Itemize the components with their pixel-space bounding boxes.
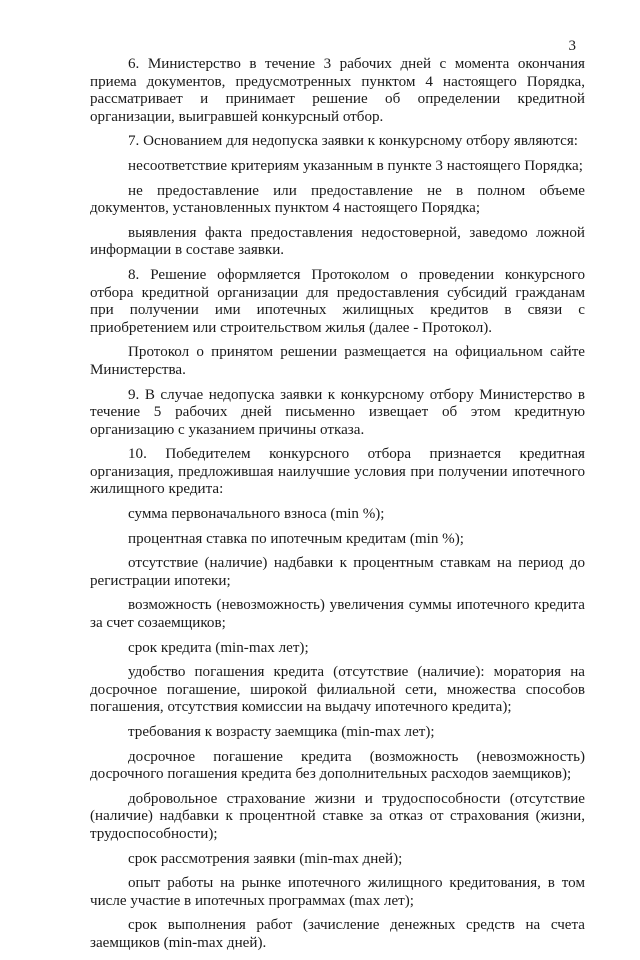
paragraph: Протокол о принятом решении размещается на официальном сайте Министерства. — [90, 344, 585, 378]
list-item: отсутствие (наличие) надбавки к процентным ставкам на период до регистрации ипотеки; — [90, 555, 585, 589]
list-item: удобство погашения кредита (отсутствие (наличие): моратория на досрочное погашение, широкой филиальной сети, множества способов погашения, отсутствия комиссии на выдачу ипотечного кредита); — [90, 664, 585, 716]
document-body — [90, 56, 585, 960]
list-item: добровольное страхование жизни и трудоспособности (отсутствие (наличие) надбавки к процентной ставке за отказ от страхования (жизни, трудоспособности); — [90, 790, 585, 842]
list-item: процентная ставка по ипотечным кредитам (min %); — [128, 530, 464, 547]
list-item: опыт работы на рынке ипотечного жилищного кредитования, в том числе участие в ипотечных программах (max лет); — [90, 875, 585, 909]
list-item: сумма первоначального взноса (min %); — [128, 506, 385, 523]
list-item: срок кредита (min-max лет); — [128, 639, 309, 656]
page-number: 3 — [568, 38, 576, 54]
list-item: досрочное погашение кредита (возможность (невозможность) досрочного погашения кредита без дополнительных расходов заемщиков); — [90, 748, 585, 783]
paragraph: выявления факта предоставления недостоверной, заведомо ложной информации в составе заявки. — [90, 224, 585, 259]
paragraph: 8. Решение оформляется Протоколом о проведении конкурсного отбора кредитной организации для предоставления субсидий гражданам при получении ими ипотечных жилищных кредитов в связи с приобретением или строительством жилья (далее - Протокол). — [90, 266, 585, 336]
paragraph: несоответствие критериям указанным в пункте 3 настоящего Порядка; — [128, 157, 583, 174]
paragraph: 9. В случае недопуска заявки к конкурсному отбору Министерство в течение 5 рабочих дней письменно извещает об этом кредитную организацию с указанием причины отказа. — [90, 386, 585, 438]
list-item: требования к возрасту заемщика (min-max лет); — [128, 724, 435, 740]
paragraph: 10. Победителем конкурсного отбора признается кредитная организация, предложившая наилучшие условия при получении ипотечного жилищного кредита: — [90, 446, 585, 498]
paragraph: не предоставление или предоставление не в полном объеме документов, установленных пунктом 4 настоящего Порядка; — [90, 182, 585, 217]
list-item: срок выполнения работ (зачисление денежных средств на счета заемщиков (min-max дней). — [90, 917, 585, 951]
paragraph: 7. Основанием для недопуска заявки к конкурсному отбору являются: — [128, 133, 578, 150]
list-item: срок рассмотрения заявки (min-max дней); — [128, 850, 403, 867]
list-item: возможность (невозможность) увеличения суммы ипотечного кредита за счет созаемщиков; — [90, 597, 585, 632]
paragraph: 6. Министерство в течение 3 рабочих дней с момента окончания приема документов, предусмотренных пунктом 4 настоящего Порядка, рассматривает и принимает решение об определении кредитной организации, выигравшей конкурсный отбор. — [90, 56, 585, 125]
